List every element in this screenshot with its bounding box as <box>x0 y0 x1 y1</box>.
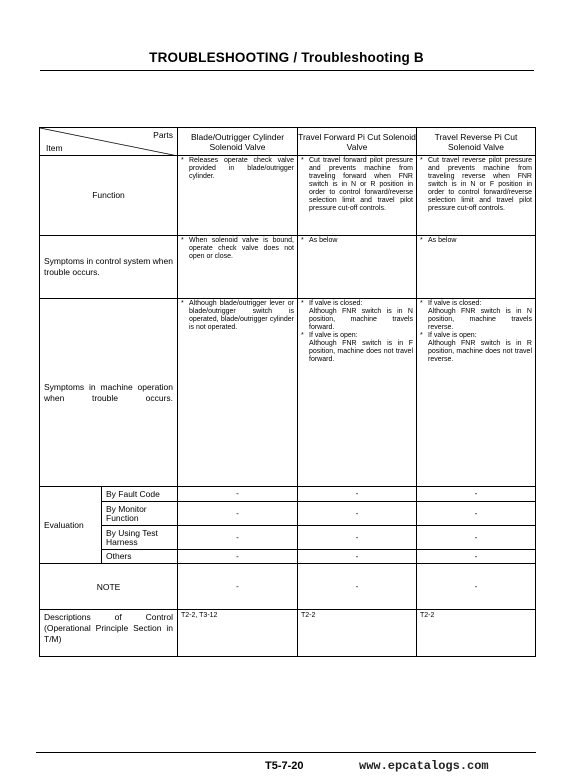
bullet-icon: * <box>181 300 184 307</box>
header-row <box>40 128 536 156</box>
corner-header-cell <box>40 128 178 156</box>
evaluation-row <box>40 526 536 550</box>
valve-open-text: Although FNR switch is in F position, machine does not travel forward. <box>309 340 413 363</box>
bullet-icon: * <box>420 157 423 164</box>
evaluation-value: - <box>298 502 417 526</box>
symptoms-control-cell-blade <box>178 236 298 299</box>
column-header-blade: Blade/Outrigger Cylinder Solenoid Valve <box>178 128 298 156</box>
valve-closed-heading: If valve is closed: <box>428 300 482 307</box>
bullet-icon: * <box>420 300 423 307</box>
evaluation-value: - <box>298 526 417 550</box>
note-label: NOTE <box>40 564 178 610</box>
valve-open-heading: If valve is open: <box>428 332 477 339</box>
descriptions-row <box>40 610 536 657</box>
function-cell-forward <box>298 156 417 236</box>
watermark: www.epcatalogs.com <box>359 759 489 773</box>
symptoms-control-label: Symptoms in control system when trouble occurs. <box>40 236 178 299</box>
evaluation-item-label: By Using Test Harness <box>102 526 178 550</box>
symptoms-machine-text: Although blade/outrigger lever or blade/outrigger switch is operated, blade/outrigger cylinder is not operated. <box>189 300 294 331</box>
descriptions-label: Descriptions of Control (Operational Principle Section in T/M) <box>40 610 178 657</box>
valve-open-text: Although FNR switch is in R position, machine does not travel reverse. <box>428 340 532 363</box>
note-row <box>40 564 536 610</box>
symptoms-control-cell-forward <box>298 236 417 299</box>
symptoms-control-text: As below <box>309 237 338 244</box>
symptoms-control-row <box>40 236 536 299</box>
bullet-icon: * <box>301 300 304 307</box>
evaluation-value: - <box>417 526 536 550</box>
evaluation-value: - <box>417 550 536 564</box>
parts-label: Parts <box>153 130 173 140</box>
function-text: Releases operate check valve provided in blade/outrigger cylinder. <box>189 157 294 180</box>
valve-open-heading: If valve is open: <box>309 332 358 339</box>
evaluation-value: - <box>417 502 536 526</box>
evaluation-item-label: By Fault Code <box>102 487 178 502</box>
descriptions-reference: T2-2 <box>298 610 417 657</box>
note-value: - <box>298 564 417 610</box>
note-value: - <box>417 564 536 610</box>
evaluation-row <box>40 487 536 502</box>
evaluation-label: Evaluation <box>40 487 102 564</box>
bullet-icon: * <box>420 332 423 339</box>
symptoms-machine-cell-forward <box>298 299 417 487</box>
page-title: TROUBLESHOOTING / Troubleshooting B <box>149 50 424 65</box>
evaluation-item-label: By Monitor Function <box>102 502 178 526</box>
column-header-forward: Travel Forward Pi Cut Solenoid Valve <box>298 128 417 156</box>
evaluation-value: - <box>178 502 298 526</box>
function-cell-blade <box>178 156 298 236</box>
function-text: Cut travel forward pilot pressure and prevents machine from traveling forward when FNR switch is in N or R position in order to control forward/reverse selection limit and travel pilot pressure cut-off controls. <box>309 157 413 212</box>
bullet-icon: * <box>301 332 304 339</box>
function-label: Function <box>40 156 178 236</box>
valve-closed-text: Although FNR switch is in N position, machine travels forward. <box>309 308 413 331</box>
evaluation-value: - <box>178 526 298 550</box>
footer-rule <box>36 752 536 753</box>
bullet-icon: * <box>181 157 184 164</box>
column-header-reverse: Travel Reverse Pi Cut Solenoid Valve <box>417 128 536 156</box>
function-text: Cut travel reverse pilot pressure and prevents machine from traveling reverse when FNR switch is in N or F position in order to control forward/reverse selection limit and travel pilot pressure cut-off controls. <box>428 157 532 212</box>
item-label: Item <box>46 143 63 153</box>
descriptions-reference: T2-2, T3-12 <box>178 610 298 657</box>
valve-closed-heading: If valve is closed: <box>309 300 363 307</box>
function-cell-reverse <box>417 156 536 236</box>
symptoms-control-cell-reverse <box>417 236 536 299</box>
symptoms-machine-cell-reverse <box>417 299 536 487</box>
symptoms-machine-label: Symptoms in machine operation when trouble occurs. <box>40 299 178 487</box>
evaluation-value: - <box>178 550 298 564</box>
evaluation-value: - <box>178 487 298 502</box>
note-value: - <box>178 564 298 610</box>
symptoms-machine-row <box>40 299 536 487</box>
bullet-icon: * <box>301 237 304 244</box>
evaluation-value: - <box>298 550 417 564</box>
symptoms-machine-cell-blade <box>178 299 298 487</box>
valve-closed-text: Although FNR switch is in N position, machine travels reverse. <box>428 308 532 331</box>
bullet-icon: * <box>301 157 304 164</box>
descriptions-reference: T2-2 <box>417 610 536 657</box>
evaluation-item-label: Others <box>102 550 178 564</box>
title-rule <box>40 70 534 71</box>
troubleshooting-table <box>39 127 536 657</box>
function-row <box>40 156 536 236</box>
evaluation-row <box>40 502 536 526</box>
symptoms-control-text: When solenoid valve is bound, operate check valve does not open or close. <box>189 237 294 260</box>
bullet-icon: * <box>181 237 184 244</box>
bullet-icon: * <box>420 237 423 244</box>
symptoms-control-text: As below <box>428 237 457 244</box>
evaluation-value: - <box>417 487 536 502</box>
evaluation-value: - <box>298 487 417 502</box>
evaluation-row <box>40 550 536 564</box>
page-number: T5-7-20 <box>265 760 304 772</box>
